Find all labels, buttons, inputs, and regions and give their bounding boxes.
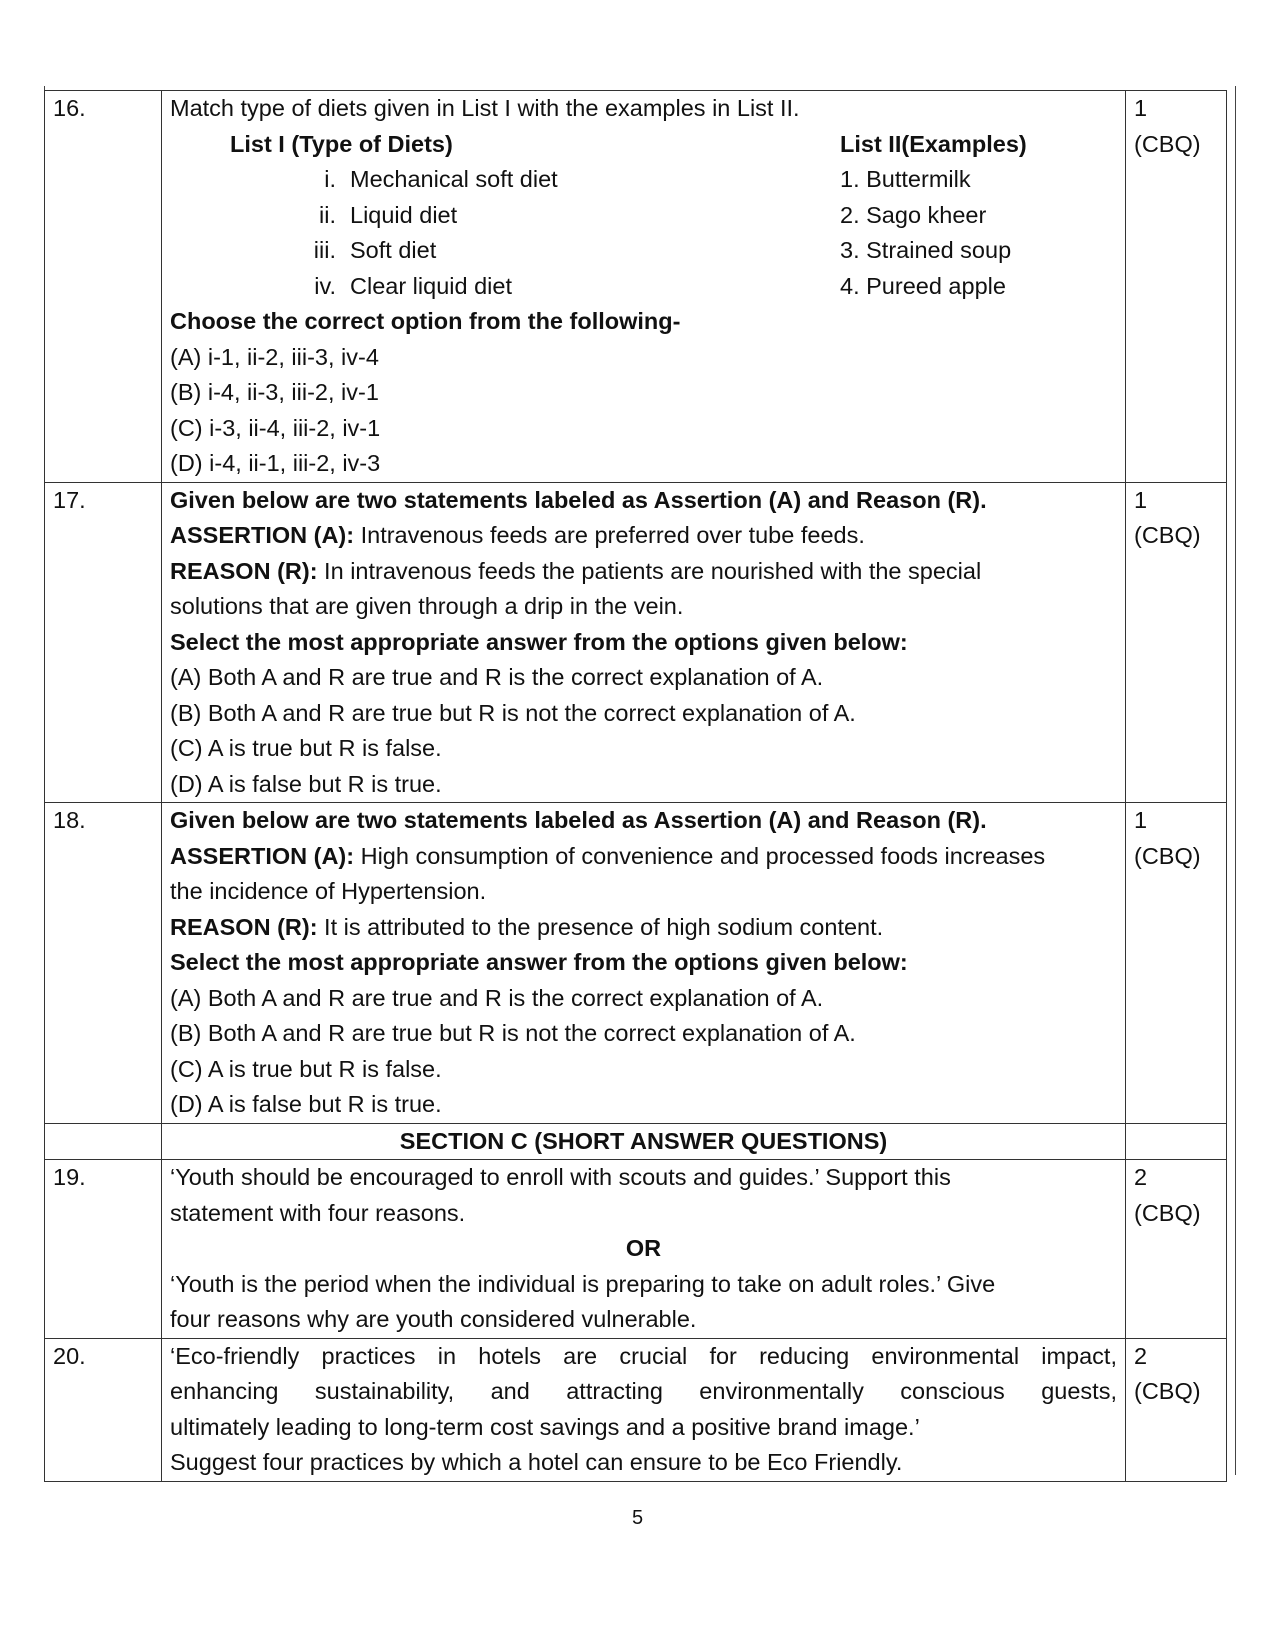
question-text: Suggest four practices by which a hotel can ensure to be Eco Friendly. bbox=[170, 1449, 903, 1475]
question-prompt: Select the most appropriate answer from the options given below: bbox=[170, 949, 908, 975]
option: (D) A is false but R is true. bbox=[170, 770, 442, 797]
marks-value: 2 bbox=[1134, 1164, 1148, 1190]
marks-value: 1 bbox=[1134, 95, 1148, 121]
empty-cell bbox=[45, 1123, 162, 1160]
list2-item: 3. Strained soup bbox=[840, 237, 1012, 263]
list1-roman: iv. bbox=[314, 272, 336, 299]
question-text: ‘Eco-friendly practices in hotels are crucial for reducing environmental impact, bbox=[170, 1342, 1117, 1369]
marks-cell bbox=[1126, 482, 1227, 803]
option: (B) Both A and R are true but R is not the correct explanation of A. bbox=[170, 699, 856, 726]
question-type: (CBQ) bbox=[1134, 1199, 1201, 1226]
question-row-19 bbox=[45, 1160, 1227, 1339]
option: (C) i-3, ii-4, iii-2, iv-1 bbox=[170, 414, 381, 441]
question-number: 19. bbox=[45, 1160, 162, 1339]
list1-roman: i. bbox=[324, 166, 336, 192]
page-number: 5 bbox=[631, 1507, 644, 1529]
option: (B) Both A and R are true but R is not the correct explanation of A. bbox=[170, 1020, 856, 1046]
assertion-label: ASSERTION (A): bbox=[170, 522, 355, 548]
section-row bbox=[45, 1123, 1227, 1160]
list2-item: 1. Buttermilk bbox=[840, 166, 971, 192]
option: (C) A is true but R is false. bbox=[170, 1055, 442, 1082]
option: (A) Both A and R are true and R is the correct explanation of A. bbox=[170, 664, 824, 690]
assertion-label: ASSERTION (A): bbox=[170, 842, 355, 869]
section-title-cell bbox=[162, 1123, 1126, 1160]
reason-label: REASON (R): bbox=[170, 913, 318, 940]
list1-item: Mechanical soft diet bbox=[350, 166, 558, 192]
assertion bbox=[170, 518, 1117, 554]
list1-roman: ii. bbox=[319, 201, 336, 228]
match-lists bbox=[170, 127, 1117, 305]
list2-header: List II(Examples) bbox=[840, 130, 1027, 157]
question-type: (CBQ) bbox=[1134, 842, 1201, 869]
marks-cell bbox=[1126, 803, 1227, 1124]
option: (B) i-4, ii-3, iii-2, iv-1 bbox=[170, 379, 379, 405]
section-title: SECTION C (SHORT ANSWER QUESTIONS) bbox=[399, 1127, 888, 1154]
question-row-18 bbox=[45, 803, 1227, 1124]
question-text: ‘Youth should be encouraged to enroll with scouts and guides.’ Support this bbox=[170, 1164, 951, 1190]
question-number: 20. bbox=[45, 1338, 162, 1481]
marks-cell bbox=[1126, 1160, 1227, 1339]
question-text: four reasons why are youth considered vulnerable. bbox=[170, 1306, 697, 1332]
question-text: ‘Youth is the period when the individual is preparing to take on adult roles.’ Give bbox=[170, 1270, 996, 1297]
list1-roman: iii. bbox=[313, 237, 336, 263]
question-row-17 bbox=[45, 482, 1227, 803]
assertion-text-cont: the incidence of Hypertension. bbox=[170, 878, 487, 904]
option: (C) A is true but R is false. bbox=[170, 735, 442, 761]
reason-text-cont: solutions that are given through a drip in the vein. bbox=[170, 593, 684, 619]
question-type: (CBQ) bbox=[1134, 522, 1201, 548]
list1-item: Clear liquid diet bbox=[350, 272, 512, 299]
option: (D) A is false but R is true. bbox=[170, 1091, 442, 1117]
marks-value: 2 bbox=[1134, 1342, 1148, 1369]
assertion-text: Intravenous feeds are preferred over tube feeds. bbox=[354, 522, 865, 548]
assertion bbox=[170, 839, 1117, 875]
list2-item: 2. Sago kheer bbox=[840, 201, 987, 228]
assertion-text: High consumption of convenience and processed foods increases bbox=[354, 842, 1046, 869]
question-intro: Match type of diets given in List I with the examples in List II. bbox=[170, 95, 800, 121]
reason-text: It is attributed to the presence of high sodium content. bbox=[317, 913, 884, 940]
question-prompt: Select the most appropriate answer from the options given below: bbox=[170, 628, 908, 655]
reason-label: REASON (R): bbox=[170, 557, 318, 584]
question-number: 18. bbox=[45, 803, 162, 1124]
question-body bbox=[162, 1338, 1126, 1481]
question-table bbox=[44, 90, 1227, 1482]
question-heading: Given below are two statements labeled as Assertion (A) and Reason (R). bbox=[170, 807, 987, 833]
question-type: (CBQ) bbox=[1134, 1378, 1201, 1404]
question-body bbox=[162, 482, 1126, 803]
question-body bbox=[162, 803, 1126, 1124]
question-row-16 bbox=[45, 91, 1227, 483]
marks-value: 1 bbox=[1134, 486, 1148, 513]
list1-item: Liquid diet bbox=[350, 201, 458, 228]
question-prompt: Choose the correct option from the following- bbox=[170, 308, 681, 334]
question-number: 16. bbox=[45, 91, 162, 483]
marks-cell bbox=[1126, 1338, 1227, 1481]
empty-cell bbox=[1126, 1123, 1227, 1160]
question-heading: Given below are two statements labeled as Assertion (A) and Reason (R). bbox=[170, 486, 987, 513]
list2-item: 4. Pureed apple bbox=[840, 272, 1006, 299]
option: (D) i-4, ii-1, iii-2, iv-3 bbox=[170, 450, 381, 476]
list1-header: List I (Type of Diets) bbox=[230, 130, 453, 157]
reason bbox=[170, 554, 1117, 590]
question-body bbox=[162, 1160, 1126, 1339]
marks-value: 1 bbox=[1134, 807, 1148, 833]
question-body bbox=[162, 91, 1126, 483]
reason bbox=[170, 910, 1117, 946]
or-label: OR bbox=[625, 1235, 662, 1261]
option: (A) i-1, ii-2, iii-3, iv-4 bbox=[170, 343, 379, 370]
option: (A) Both A and R are true and R is the correct explanation of A. bbox=[170, 984, 824, 1011]
question-text: statement with four reasons. bbox=[170, 1199, 466, 1226]
reason-text: In intravenous feeds the patients are nourished with the special bbox=[317, 557, 982, 584]
list1-item: Soft diet bbox=[350, 237, 437, 263]
question-row-20 bbox=[45, 1338, 1227, 1481]
question-number: 17. bbox=[45, 482, 162, 803]
question-text: ultimately leading to long-term cost savings and a positive brand image.’ bbox=[170, 1413, 920, 1440]
question-text: enhancing sustainability, and attracting environmentally conscious guests, bbox=[170, 1378, 1117, 1404]
question-type: (CBQ) bbox=[1134, 130, 1201, 157]
